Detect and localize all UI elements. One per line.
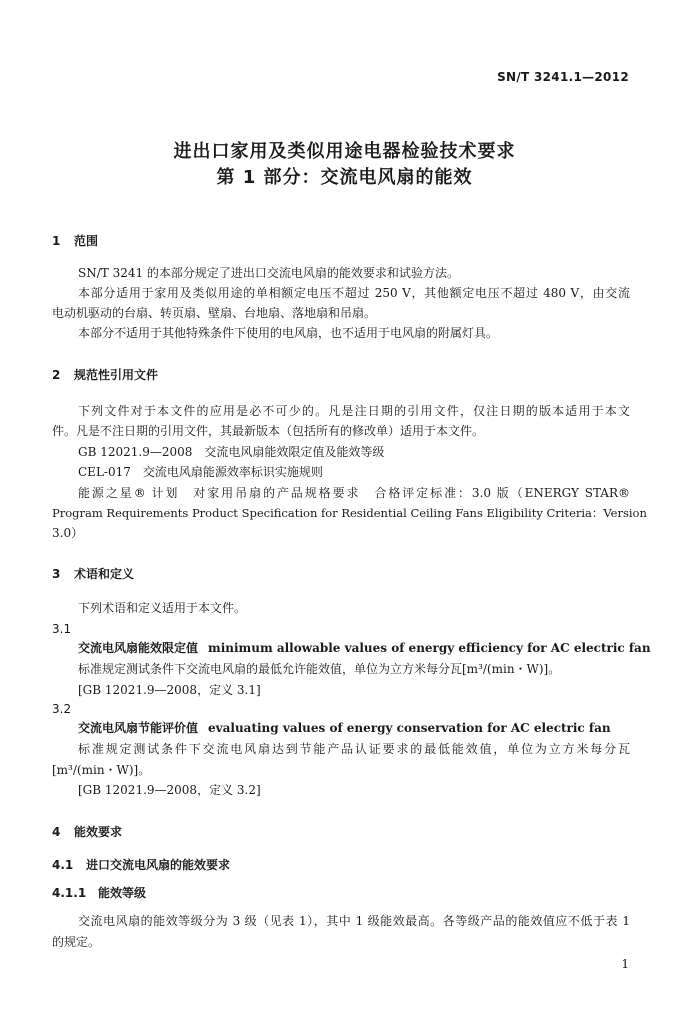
term-definition: 标准规定测试条件下交流电风扇达到节能产品认证要求的最低能效值，单位为立方米每分瓦 — [78, 742, 630, 756]
paragraph: SN/T 3241 的本部分规定了进出口交流电风扇的能效要求和试验方法。 — [78, 266, 459, 280]
paragraph: 交流电风扇的能效等级分为 3 级（见表 1），其中 1 级能效最高。各等级产品的能效值应不低于表 1 — [78, 914, 630, 928]
reference-item: GB 12021.9—2008 交流电风扇能效限定值及能效等级 — [78, 445, 385, 459]
section-number: 3 — [52, 567, 61, 581]
clause-number: 3.2 — [52, 702, 72, 716]
document-title-line1: 进出口家用及类似用途电器检验技术要求 — [173, 141, 516, 162]
section-title: 术语和定义 — [74, 567, 135, 581]
paragraph: 本部分适用于家用及类似用途的单相额定电压不超过 250 V，其他额定电压不超过 480 V，由交流 — [78, 286, 630, 300]
section-number: 2 — [52, 368, 61, 382]
reference-item: Program Requirements Product Specification for Residential Ceiling Fans Eligibility Criteria：Version — [52, 506, 647, 520]
section-4-heading — [52, 823, 122, 840]
section-title: 能效要求 — [74, 825, 123, 839]
section-number: 4.1 — [52, 858, 74, 872]
subsection-4-1-heading — [52, 856, 230, 873]
paragraph: 下列术语和定义适用于本文件。 — [78, 601, 247, 615]
term-definition: 标准规定测试条件下交流电风扇的最低允许能效值，单位为立方米每分瓦[m³/(min・W)]。 — [78, 662, 561, 676]
section-number: 4 — [52, 825, 61, 839]
section-title: 范围 — [74, 234, 99, 248]
paragraph: 电动机驱动的台扇、转页扇、壁扇、台地扇、落地扇和吊扇。 — [52, 306, 377, 320]
reference-item: 3.0） — [52, 526, 84, 540]
paragraph: 下列文件对于本文件的应用是必不可少的。凡是注日期的引用文件，仅注日期的版本适用于本文 — [78, 404, 630, 418]
section-number: 1 — [52, 234, 61, 248]
paragraph: 件。凡是不注日期的引用文件，其最新版本（包括所有的修改单）适用于本文件。 — [52, 424, 485, 438]
section-title: 能效等级 — [98, 886, 147, 900]
term-entry — [78, 720, 656, 736]
section-1-heading — [52, 232, 98, 249]
term-english: evaluating values of energy conservation for AC electric fan — [208, 721, 611, 735]
term-definition: [m³/(min・W)]。 — [52, 763, 151, 777]
section-2-heading — [52, 366, 158, 383]
term-english: minimum allowable values of energy efficiency for AC electric fan — [208, 641, 651, 655]
term-source: [GB 12021.9—2008，定义 3.1] — [78, 683, 261, 697]
document-code: SN/T 3241.1—2012 — [497, 70, 629, 84]
subsection-4-1-1-heading — [52, 884, 146, 901]
term-entry — [78, 640, 656, 656]
section-title: 进口交流电风扇的能效要求 — [86, 858, 231, 872]
page-number: 1 — [621, 957, 629, 971]
section-title: 规范性引用文件 — [74, 368, 159, 382]
reference-item: 能源之星® 计划 对家用吊扇的产品规格要求 合格评定标准：3.0 版（ENERGY STAR® — [78, 486, 630, 500]
clause-number: 3.1 — [52, 622, 72, 636]
section-3-heading — [52, 565, 134, 582]
paragraph: 的规定。 — [52, 935, 101, 949]
term-chinese: 交流电风扇能效限定值 — [78, 641, 199, 655]
reference-item: CEL-017 交流电风扇能源效率标识实施规则 — [78, 465, 323, 479]
document-title-line2: 第 1 部分：交流电风扇的能效 — [216, 167, 473, 188]
term-source: [GB 12021.9—2008，定义 3.2] — [78, 783, 261, 797]
term-chinese: 交流电风扇节能评价值 — [78, 721, 199, 735]
paragraph: 本部分不适用于其他特殊条件下使用的电风扇，也不适用于电风扇的附属灯具。 — [78, 326, 499, 340]
section-number: 4.1.1 — [52, 886, 87, 900]
